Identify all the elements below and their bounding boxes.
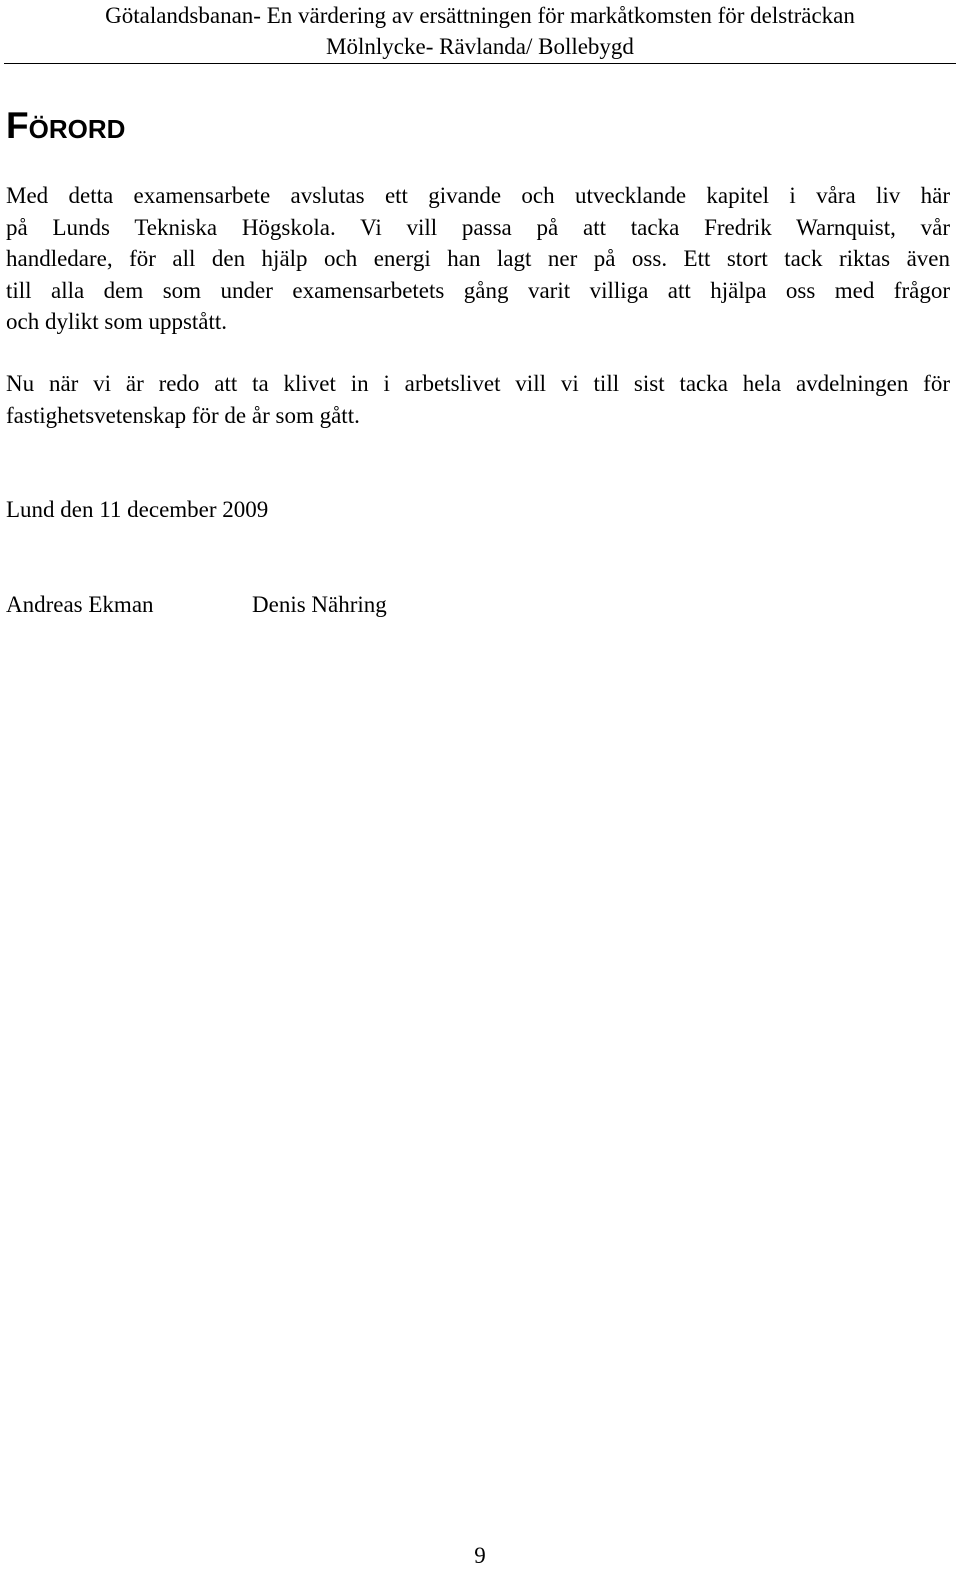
preface-paragraph-1 xyxy=(6,180,950,338)
paragraph-line: till alla dem som under examensarbetets gång varit villiga att hjälpa oss med frågor xyxy=(6,277,950,303)
paragraph-line: Nu när vi är redo att ta klivet in i arbetslivet vill vi till sist tacka hela avdelningen för xyxy=(6,371,950,396)
running-header-line-1: Götalandsbanan- En värdering av ersättningen för markåtkomsten för delsträckan xyxy=(105,3,855,28)
running-header xyxy=(0,0,960,62)
dateline: Lund den 11 december 2009 xyxy=(6,497,269,522)
paragraph-line: fastighetsvetenskap för de år som gått. xyxy=(6,402,360,428)
section-heading: Förord xyxy=(6,105,126,146)
running-header-line-2: Mölnlycke- Rävlanda/ Bollebygd xyxy=(326,34,634,59)
header-divider xyxy=(4,63,956,64)
paragraph-line: handledare, för all den hjälp och energi han lagt ner på oss. Ett stort tack riktas även xyxy=(6,246,950,271)
signature-author-1: Andreas Ekman xyxy=(6,592,154,617)
paragraph-line: och dylikt som uppstått. xyxy=(6,309,228,334)
paragraph-line: på Lunds Tekniska Högskola. Vi vill passa på att tacka Fredrik Warnquist, vår xyxy=(6,214,950,240)
paragraph-line: Med detta examensarbete avslutas ett givande och utvecklande kapitel i våra liv här xyxy=(6,183,950,208)
signature-author-2: Denis Nähring xyxy=(252,592,387,617)
preface-paragraph-2 xyxy=(6,368,950,431)
page-number: 9 xyxy=(474,1543,486,1568)
